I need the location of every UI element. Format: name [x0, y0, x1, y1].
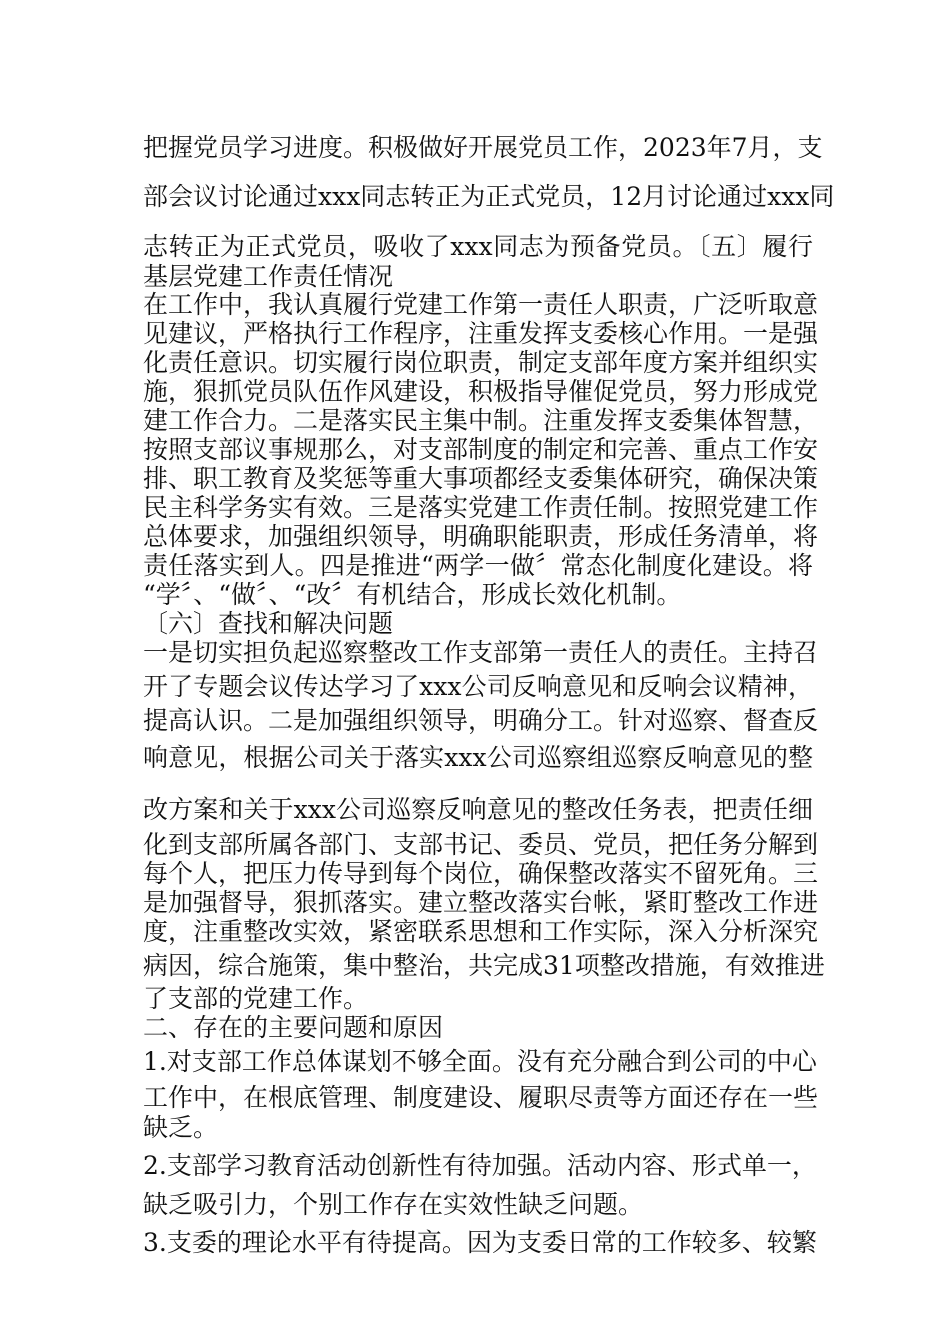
- text-line: 排、职工教育及奖惩等重大事项都经支委集体研究，确保决策: [143, 464, 819, 493]
- text-line: 改方案和关于xxx公司巡察反响意见的整改任务表，把责任细: [143, 795, 813, 824]
- text-line: 把握党员学习进度。积极做好开展党员工作，2023年7月，支: [143, 133, 823, 162]
- text-line: “学〞、“做〞、“改〞有机结合，形成长效化机制。: [143, 580, 682, 609]
- text-line: 3.支委的理论水平有待提高。因为支委日常的工作较多、较繁: [143, 1228, 817, 1257]
- text-line: 提高认识。二是加强组织领导，明确分工。针对巡察、督查反: [143, 706, 819, 735]
- section-heading: 二、存在的主要问题和原因: [143, 1013, 444, 1042]
- text-line: 一是切实担负起巡察整改工作支部第一责任人的责任。主持召: [143, 638, 819, 667]
- text-line: 化责任意识。切实履行岗位职责，制定支部年度方案并组织实: [143, 348, 819, 377]
- text-line: 病因，综合施策，集中整治，共完成31项整改措施，有效推进: [143, 951, 825, 980]
- text-line: 建工作合力。二是落实民主集中制。注重发挥支委集体智慧，: [143, 406, 819, 435]
- text-line: 响意见，根据公司关于落实xxx公司巡察组巡察反响意见的整: [143, 743, 813, 772]
- text-line: 开了专题会议传达学习了xxx公司反响意见和反响会议精神，: [143, 672, 813, 701]
- text-line: 部会议讨论通过xxx同志转正为正式党员，12月讨论通过xxx同: [143, 182, 835, 211]
- text-line: 基层党建工作责任情况: [143, 262, 394, 291]
- text-line: 度，注重整改实效，紧密联系思想和工作实际，深入分析深究: [143, 917, 819, 946]
- text-line: 是加强督导，狠抓落实。建立整改落实台帐，紧盯整改工作进: [143, 888, 819, 917]
- text-line: 2.支部学习教育活动创新性有待加强。活动内容、形式单一，: [143, 1151, 817, 1180]
- text-line: 总体要求，加强组织领导，明确职能职责，形成任务清单，将: [143, 522, 819, 551]
- text-line: 每个人，把压力传导到每个岗位，确保整改落实不留死角。三: [143, 859, 819, 888]
- text-line: 按照支部议事规那么，对支部制度的制定和完善、重点工作安: [143, 435, 819, 464]
- section-heading: 〔六〕查找和解决问题: [143, 609, 394, 638]
- text-line: 施，狠抓党员队伍作风建设，积极指导催促党员，努力形成党: [143, 377, 819, 406]
- text-line: 化到支部所属各部门、支部书记、委员、党员，把任务分解到: [143, 830, 819, 859]
- text-line: 1.对支部工作总体谋划不够全面。没有充分融合到公司的中心: [143, 1047, 817, 1076]
- text-line: 在工作中，我认真履行党建工作第一责任人职责，广泛听取意: [143, 290, 819, 319]
- text-line: 民主科学务实有效。三是落实党建工作责任制。按照党建工作: [143, 493, 819, 522]
- text-line: 缺乏吸引力，个别工作存在实效性缺乏问题。: [143, 1190, 644, 1219]
- text-line: 缺乏。: [143, 1113, 219, 1142]
- text-line: 志转正为正式党员，吸收了xxx同志为预备党员。〔五〕履行: [143, 232, 813, 261]
- text-line: 工作中，在根底管理、制度建设、履职尽责等方面还存在一些: [143, 1083, 819, 1112]
- text-line: 见建议，严格执行工作程序，注重发挥支委核心作用。一是强: [143, 319, 819, 348]
- text-line: 了支部的党建工作。: [143, 984, 369, 1013]
- text-line: 责任落实到人。四是推进“两学一做〞常态化制度化建设。将: [143, 551, 813, 580]
